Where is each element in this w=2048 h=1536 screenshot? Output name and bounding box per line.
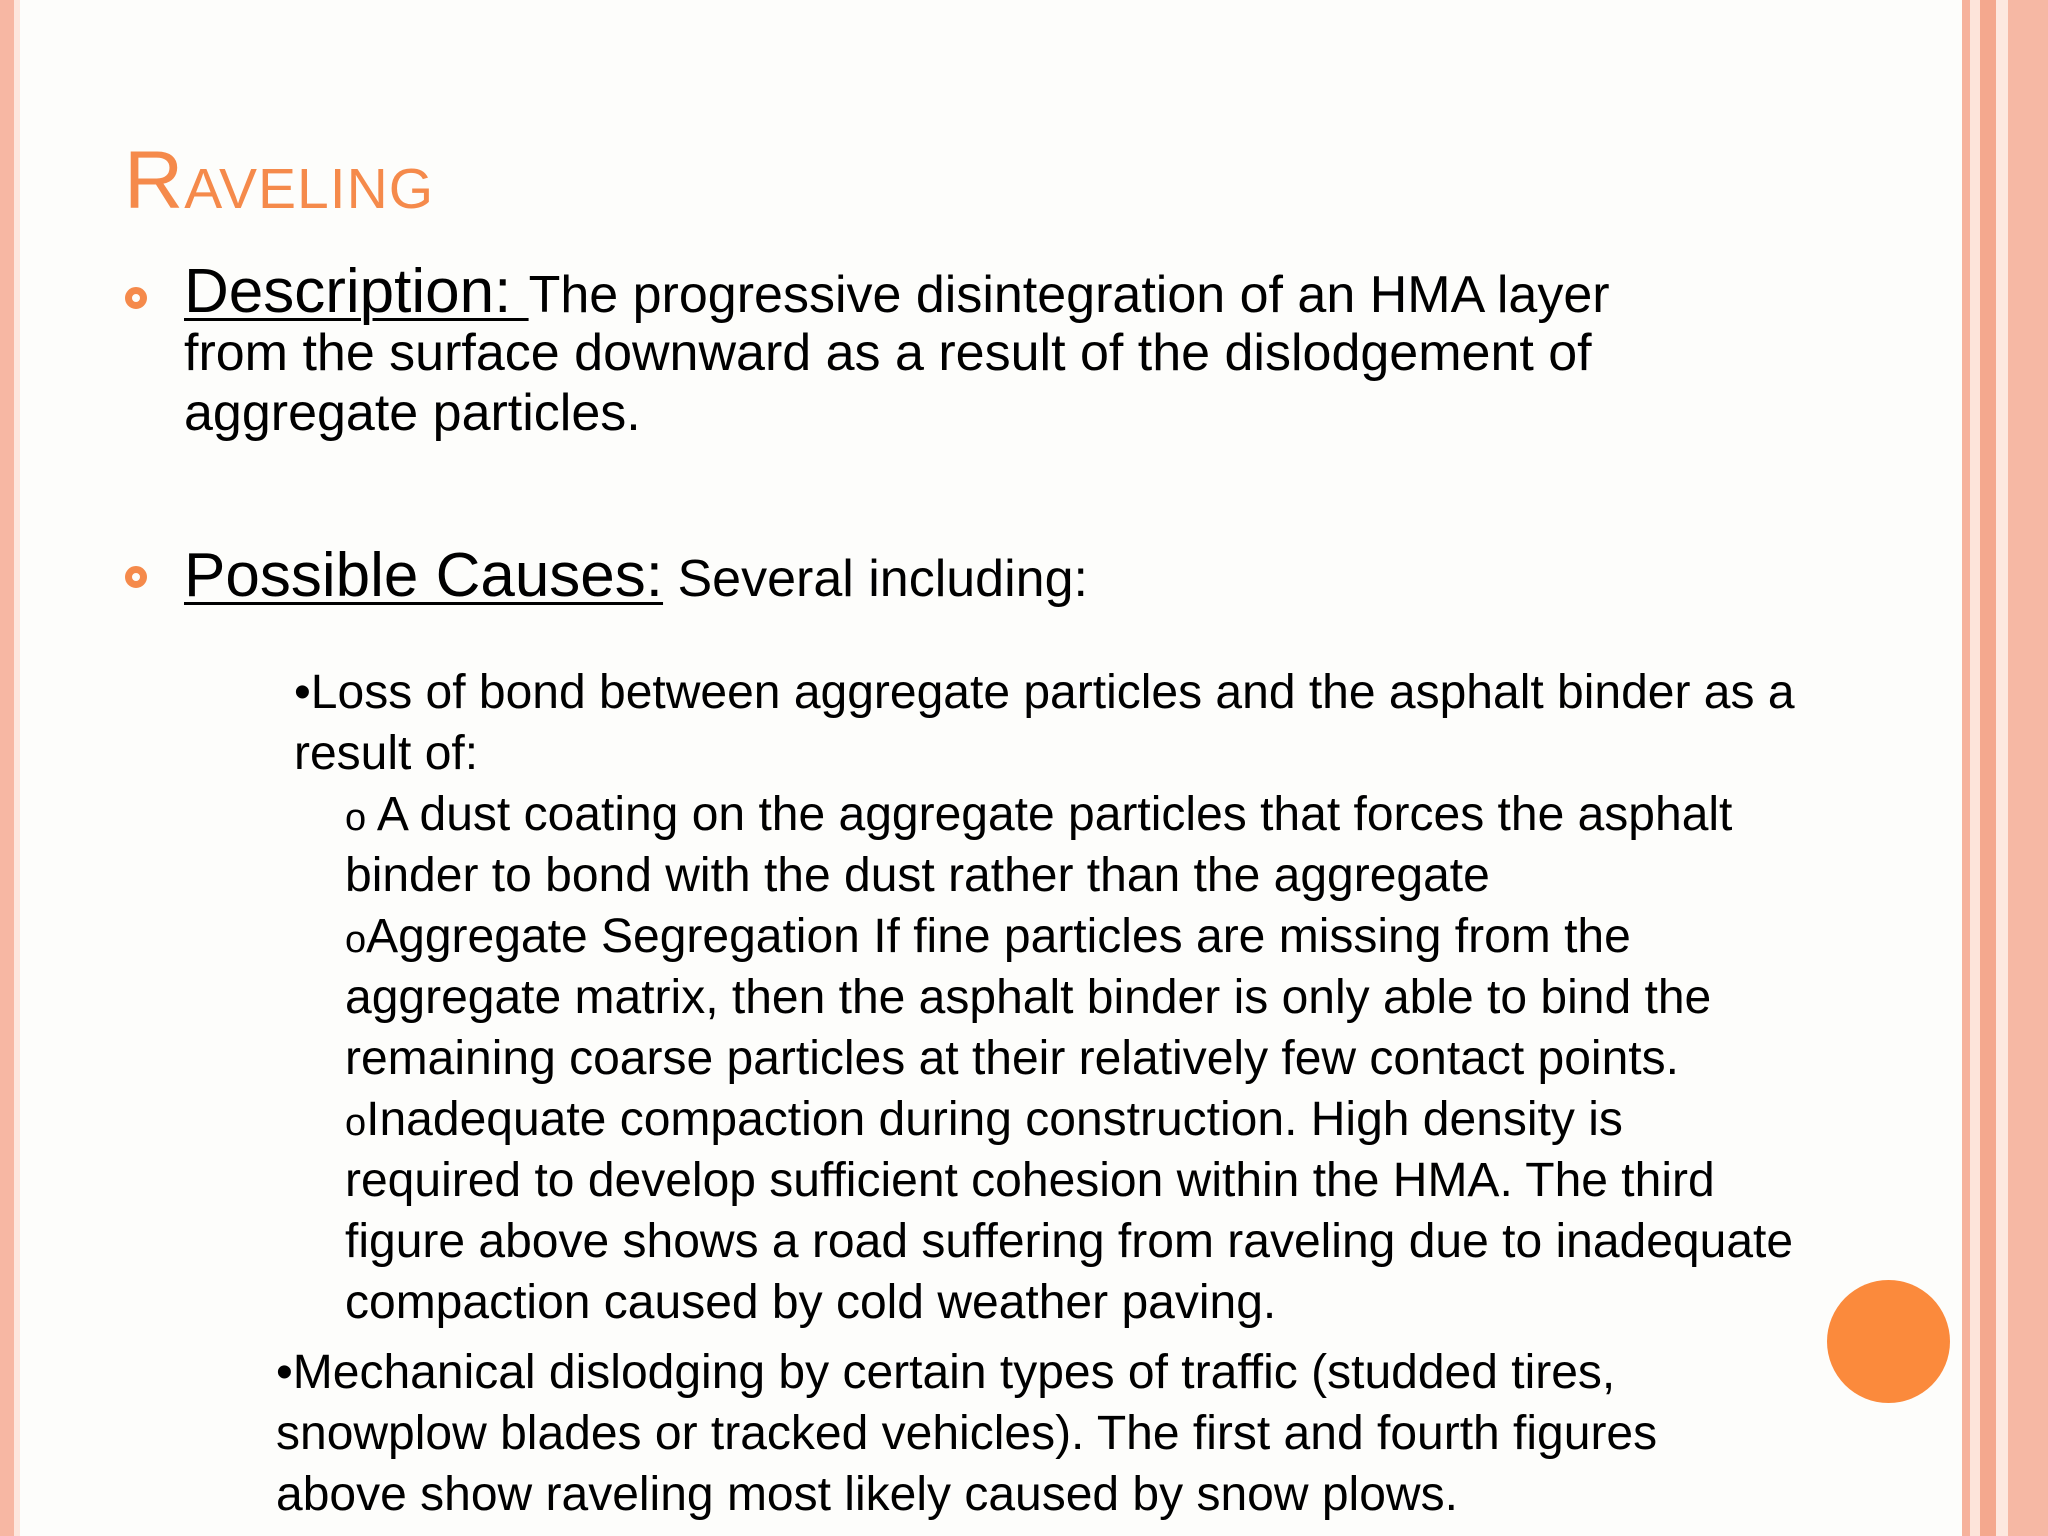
- description-line-1: [184, 257, 1704, 326]
- causes-intro: Several including:: [663, 550, 1088, 608]
- compaction-line-4: compaction caused by cold weather paving.: [345, 1276, 1277, 1329]
- right-border-stripe: [1970, 0, 1980, 1536]
- segregation-line-1: oAggregate Segregation If fine particles are missing from the: [345, 910, 1631, 963]
- description-text: The progressive disintegration of an HMA layer: [528, 266, 1610, 324]
- causes-heading: Possible Causes:: [184, 541, 664, 610]
- slide-title: Raveling: [124, 135, 435, 226]
- mechanical-line-1: •Mechanical dislodging by certain types of traffic (studded tires,: [276, 1346, 1616, 1399]
- right-border-stripe: [1962, 0, 1970, 1536]
- dust-coating-line-2: binder to bond with the dust rather than the aggregate: [345, 849, 1490, 902]
- description-line-2: from the surface downward as a result of the dislodgement of: [184, 324, 1592, 382]
- circle-bullet-icon: o: [345, 797, 367, 839]
- compaction-line-3: figure above shows a road suffering from raveling due to inadequate: [345, 1215, 1794, 1268]
- segregation-line-2: aggregate matrix, then the asphalt binder is only able to bind the: [345, 971, 1712, 1024]
- right-border-stripe: [2008, 0, 2048, 1536]
- loss-of-bond-line-1: •Loss of bond between aggregate particles and the asphalt binder as a: [294, 666, 1795, 719]
- left-border-stripe: [0, 0, 14, 1536]
- description-heading: Description:: [184, 257, 529, 326]
- left-border-stripe-inner: [14, 0, 20, 1536]
- description-bullet: [184, 257, 1704, 443]
- mechanical-line-3: above show raveling most likely caused by snow plows.: [276, 1468, 1458, 1521]
- dust-coating-line-1: o A dust coating on the aggregate particles that forces the asphalt: [345, 788, 1733, 841]
- bullet-ring-icon: [125, 566, 147, 588]
- causes-bullet: [184, 538, 1704, 617]
- bullet-ring-icon: [125, 287, 147, 309]
- circle-bullet-icon: o: [345, 1102, 367, 1144]
- decorative-orange-circle: [1827, 1280, 1950, 1403]
- right-border-stripe: [1996, 0, 2008, 1536]
- compaction-line-2: required to develop sufficient cohesion within the HMA. The third: [345, 1154, 1715, 1207]
- loss-of-bond-line-2: result of:: [294, 727, 479, 780]
- causes-line: [184, 538, 1704, 617]
- circle-bullet-icon: o: [345, 919, 367, 961]
- description-line-3: aggregate particles.: [184, 384, 641, 442]
- segregation-line-3: remaining coarse particles at their relatively few contact points.: [345, 1032, 1679, 1085]
- right-border-stripe: [1980, 0, 1996, 1536]
- mechanical-line-2: snowplow blades or tracked vehicles). The first and fourth figures: [276, 1407, 1658, 1460]
- compaction-line-1: oInadequate compaction during construction. High density is: [345, 1093, 1623, 1146]
